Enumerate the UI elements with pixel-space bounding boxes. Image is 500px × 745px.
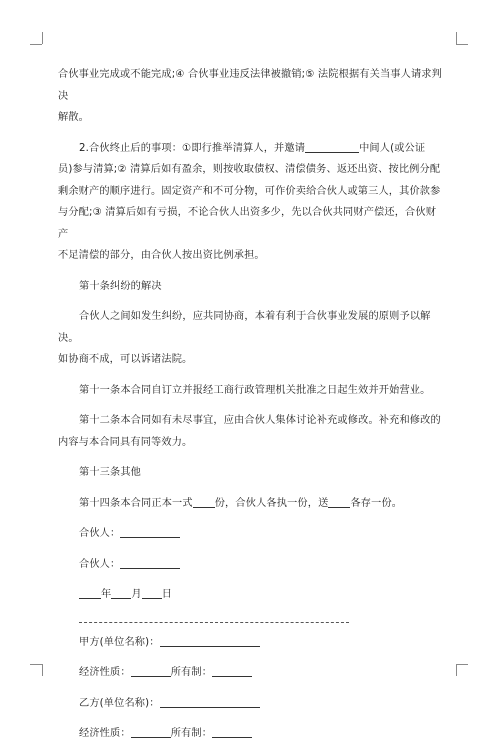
blank-line xyxy=(79,585,101,599)
signature-line xyxy=(58,523,443,545)
paragraph-line: 解散。 xyxy=(58,112,90,123)
blank-line xyxy=(160,694,260,708)
blank-line xyxy=(305,139,359,153)
party-b-label: 乙方(单位名称)： xyxy=(79,697,160,709)
blank-line xyxy=(193,494,215,508)
year-label: 年 xyxy=(101,589,112,600)
clause-text: 2.合伙终止后的事项：①即行推举清算人，并邀请 xyxy=(79,142,306,154)
paragraph-line: 员)参与清算;② 清算后如有盈余，则按收取债权、清偿债务、返还出资、按比例分配 xyxy=(58,164,441,175)
article-line: 第十二条本合同如有未尽事宜，应由合伙人集体讨论补充或修改。补充和修改的 xyxy=(79,415,441,426)
clause-text: 份，合伙人各执一份，送 xyxy=(214,497,329,509)
blank-line xyxy=(212,724,252,738)
party-line xyxy=(58,662,443,684)
document-body xyxy=(58,64,443,745)
partner-label: 合伙人： xyxy=(79,558,121,570)
blank-line xyxy=(160,633,260,647)
date-line xyxy=(58,584,443,606)
blank-line xyxy=(328,494,350,508)
blank-line xyxy=(131,663,171,677)
paragraph-line: 与分配;③ 清算后如有亏损，不论合伙人出资多少，先以合伙共同财产偿还，合伙财产 xyxy=(58,207,437,240)
ownership-label: 所有制： xyxy=(170,728,213,739)
section-heading: 第十三条其他 xyxy=(79,467,142,478)
month-label: 月 xyxy=(131,589,142,600)
blank-line xyxy=(131,724,171,738)
clause-text: 中间人(或公证 xyxy=(359,142,426,154)
signature-line xyxy=(58,554,443,576)
section-heading: 第十条纠纷的解决 xyxy=(79,280,162,292)
blank-line xyxy=(120,555,180,569)
paragraph-line: 合伙事业完成或不能完成;④ 合伙事业违反法律被撤销;⑤ 法院根据有关当事人请求判决 xyxy=(58,69,442,102)
party-line xyxy=(58,632,443,654)
blank-line xyxy=(111,585,131,599)
paragraph-line: 合伙人之间如发生纠纷，应共同协商，本着有利于合伙事业发展的原则予以解决。 xyxy=(58,311,431,344)
partner-label: 合伙人： xyxy=(79,528,121,539)
paragraph-line: 不足清偿的部分，由合伙人按出资比例承担。 xyxy=(58,250,265,261)
economic-nature-label: 经济性质： xyxy=(79,728,131,739)
clause-text: 各存一份。 xyxy=(350,497,403,509)
economic-nature-label: 经济性质： xyxy=(79,667,131,678)
ownership-label: 所有制： xyxy=(170,667,213,678)
paragraph-line xyxy=(58,138,443,160)
paragraph-line: 如协商不成，可以诉诸法院。 xyxy=(58,354,193,365)
day-label: 日 xyxy=(161,589,173,600)
blank-line xyxy=(142,585,162,599)
clause-text: 第十四条本合同正本一式 xyxy=(79,497,193,509)
blank-line xyxy=(212,663,252,677)
article-line: 第十一条本合同自订立并报经工商行政管理机关批准之日起生效并开始营业。 xyxy=(79,384,431,396)
party-line xyxy=(58,693,443,715)
blank-line xyxy=(120,524,180,538)
dashed-divider xyxy=(79,612,349,623)
paragraph-line: 内容与本合同具有同等效力。 xyxy=(58,436,193,448)
paragraph-line: 剩余财产的顺序进行。固定资产和不可分物，可作价卖给合伙人或第三人，其价款参 xyxy=(58,185,441,197)
party-line xyxy=(58,723,443,745)
party-a-label: 甲方(单位名称)： xyxy=(79,636,160,648)
article-line xyxy=(58,493,443,515)
